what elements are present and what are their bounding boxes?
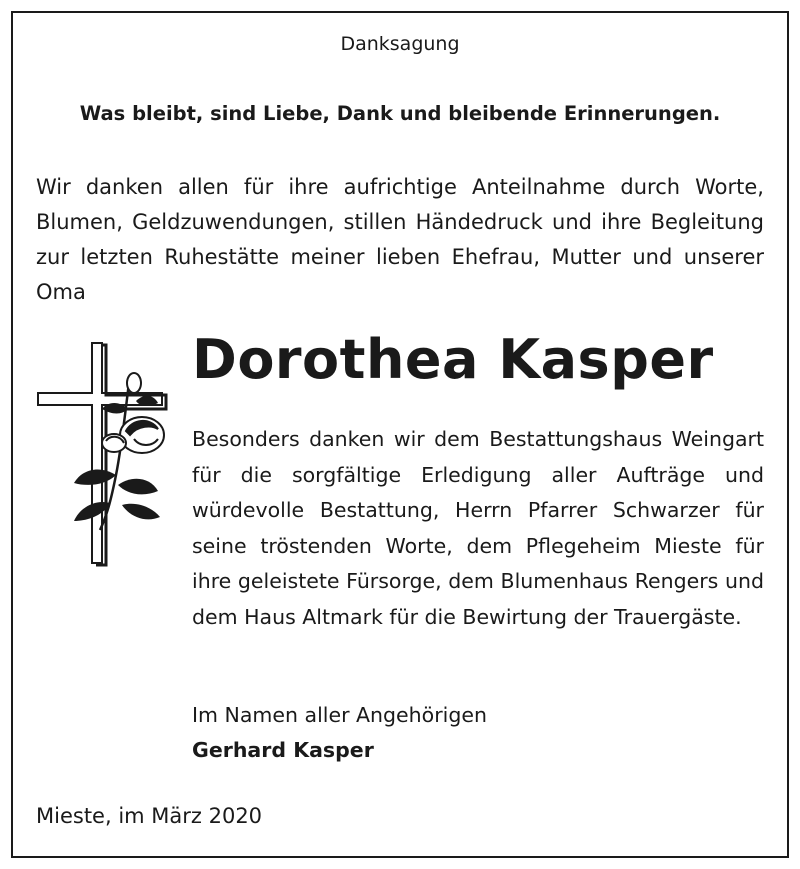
place-and-date: Mieste, im März 2020	[36, 804, 263, 828]
closing-block	[192, 698, 752, 768]
thanks-intro-paragraph: Wir danken allen für ihre aufrichtige Anteilnahme durch Worte, Blumen, Geldzuwendungen, stillen Händedruck und ihre Begleitung zur letzten Ruhestätte meiner lieben Ehefrau, Mutter und unserer Oma	[36, 175, 764, 304]
signatory-name: Gerhard Kasper	[192, 738, 374, 762]
notice-motto: Was bleibt, sind Liebe, Dank und bleibende Erinnerungen.	[79, 102, 721, 125]
special-thanks-paragraph: Besonders danken wir dem Bestattungshaus Weingart für die sorgfältige Erledigung aller Aufträge und würdevolle Bestattung, Herrn Pfarrer Schwarzer für seine tröstenden Worte, dem Pflegeheim Mieste für ihre geleistete Fürsorge, dem Blumenhaus Rengers und dem Haus Altmark für die Bewirtung der Trauergäste.	[192, 427, 764, 629]
deceased-name: Dorothea Kasper	[192, 328, 714, 391]
closing-line: Im Namen aller Angehörigen	[192, 703, 487, 727]
cross-with-rose-icon	[30, 335, 180, 575]
notice-kicker: Danksagung	[340, 33, 460, 55]
